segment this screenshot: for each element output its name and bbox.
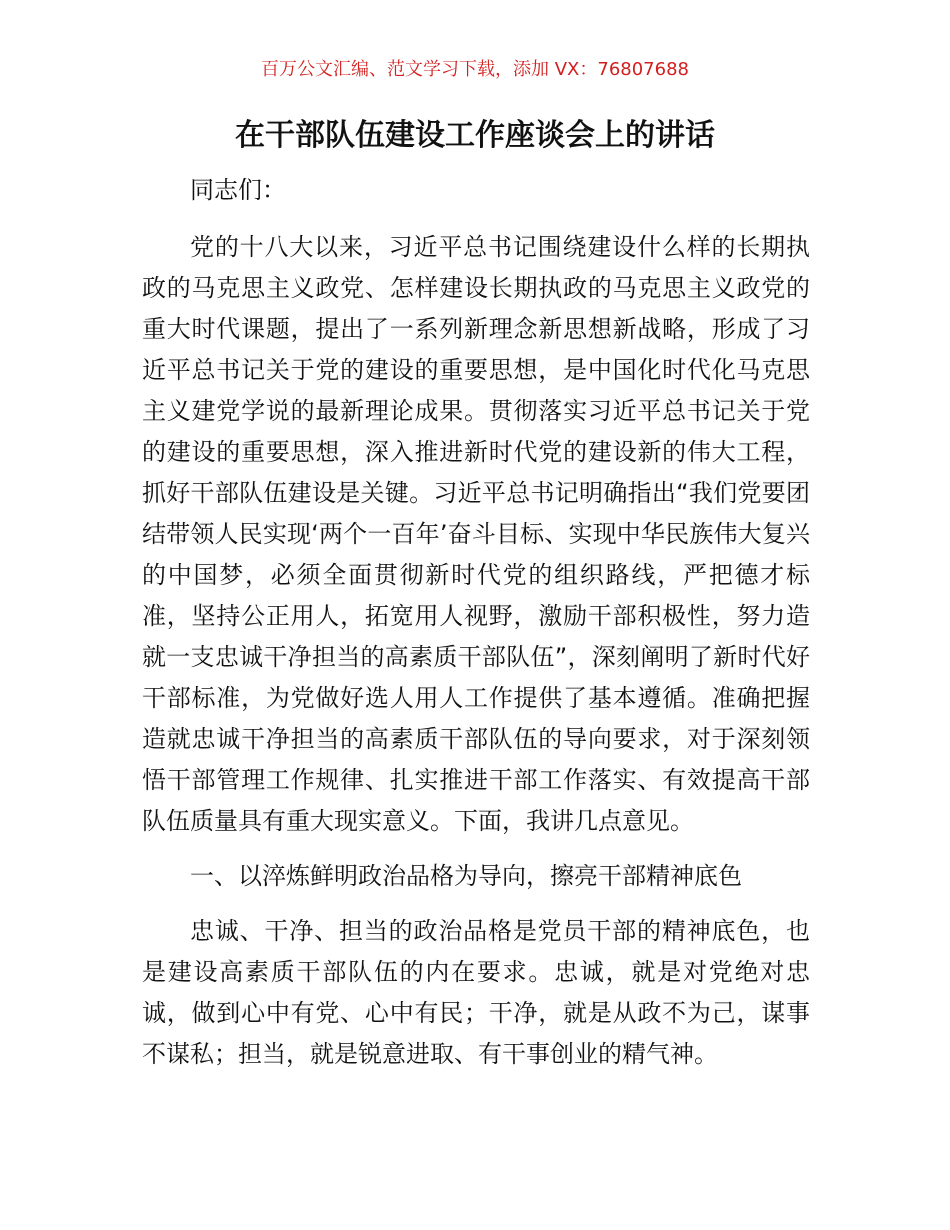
document-title: 在干部队伍建设工作座谈会上的讲话 [235, 118, 715, 153]
paragraph-intro: 党的十八大以来，习近平总书记围绕建设什么样的长期执政的马克思主义政党、怎样建设长期执政的马克思主义政党的重大时代课题，提出了一系列新理念新思想新战略，形成了习近平总书记关于党的建设的重要思想，是中国化时代化马克思主义建党学说的最新理论成果。贯彻落实习近平总书记关于党的建设的重要思想，深入推进新时代党的建设新的伟大工程，抓好干部队伍建设是关键。习近平总书记明确指出“我们党要团结带领人民实现‘两个一百年’奋斗目标、实现中华民族伟大复兴的中国梦，必须全面贯彻新时代党的组织路线，严把德才标准，坚持公正用人，拓宽用人视野，激励干部积极性，努力造就一支忠诚干净担当的高素质干部队伍”，深刻阐明了新时代好干部标准，为党做好选人用人工作提供了基本遵循。准确把握造就忠诚干净担当的高素质干部队伍的导向要求，对于深刻领悟干部管理工作规律、扎实推进干部工作落实、有效提高干部队伍质量具有重大现实意义。下面，我讲几点意见。 [142, 233, 810, 835]
header-note: 百万公文汇编、范文学习下载，添加 VX：76807688 [261, 59, 689, 80]
salutation: 同志们： [190, 176, 286, 204]
section-heading: 一、以淬炼鲜明政治品格为导向，擦亮干部精神底色 [190, 862, 742, 890]
document-body [142, 170, 810, 1075]
paragraph-section-one: 忠诚、干净、担当的政治品格是党员干部的精神底色，也是建设高素质干部队伍的内在要求。忠诚，就是对党绝对忠诚，做到心中有党、心中有民；干净，就是从政不为己，谋事不谋私；担当，就是锐意进取、有干事创业的精气神。 [142, 917, 810, 1068]
